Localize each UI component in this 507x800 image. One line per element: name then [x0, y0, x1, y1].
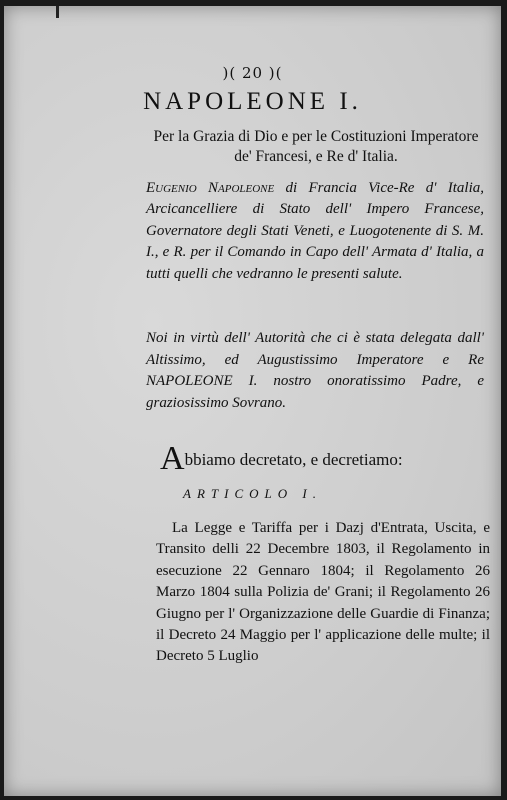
- drop-capital: A: [160, 440, 185, 477]
- preamble-paragraph: [146, 178, 484, 285]
- page-title: NAPOLEONE I.: [143, 88, 362, 115]
- decree-text: bbiamo decretato, e decretiamo:: [184, 450, 403, 469]
- binding-mark: [56, 6, 59, 18]
- article-body-text: La Legge e Tariffa per i Dazj d'Entrata, Uscita, e Transito delli 22 Decembre 1803, il Regolamento in esecuzione 22 Gennaro 1804; il Regolamento 26 Marzo 1804 sulla Polizia de' Grani; il Regolamento 26 Giugno per l' Organizzazione delle Guardie di Finanza; il Decreto 24 Maggio per l' applicazione delle multe; il Decreto 5 Luglio: [156, 520, 490, 665]
- page-number: )( 20 )(: [222, 64, 283, 82]
- preamble-name: Eugenio Napoleone: [146, 180, 275, 196]
- authority-paragraph: Noi in virtù dell' Autorità che ci è stata delegata dall' Altissimo, ed Augustissimo Imperatore e Re NAPOLEONE I. nostro onoratissimo Padre, e graziosissimo Sovrano.: [146, 330, 484, 411]
- preamble-text: di Francia Vice-Re d' Italia, Arcicancelliere di Stato dell' Impero Francese, Governatore degli Stati Veneti, e Luogotenente di S. M. I., e R. per il Comando in Capo dell' Armata d' Italia, a tutti quelli che vedranno le presenti salute.: [146, 180, 485, 282]
- decree-line: [160, 440, 403, 478]
- article-body: [156, 518, 490, 668]
- document-page: [4, 6, 501, 796]
- article-heading: ARTICOLO I.: [183, 486, 322, 501]
- subtitle: Per la Grazia di Dio e per le Costituzioni Imperatore de' Francesi, e Re d' Italia.: [153, 128, 479, 165]
